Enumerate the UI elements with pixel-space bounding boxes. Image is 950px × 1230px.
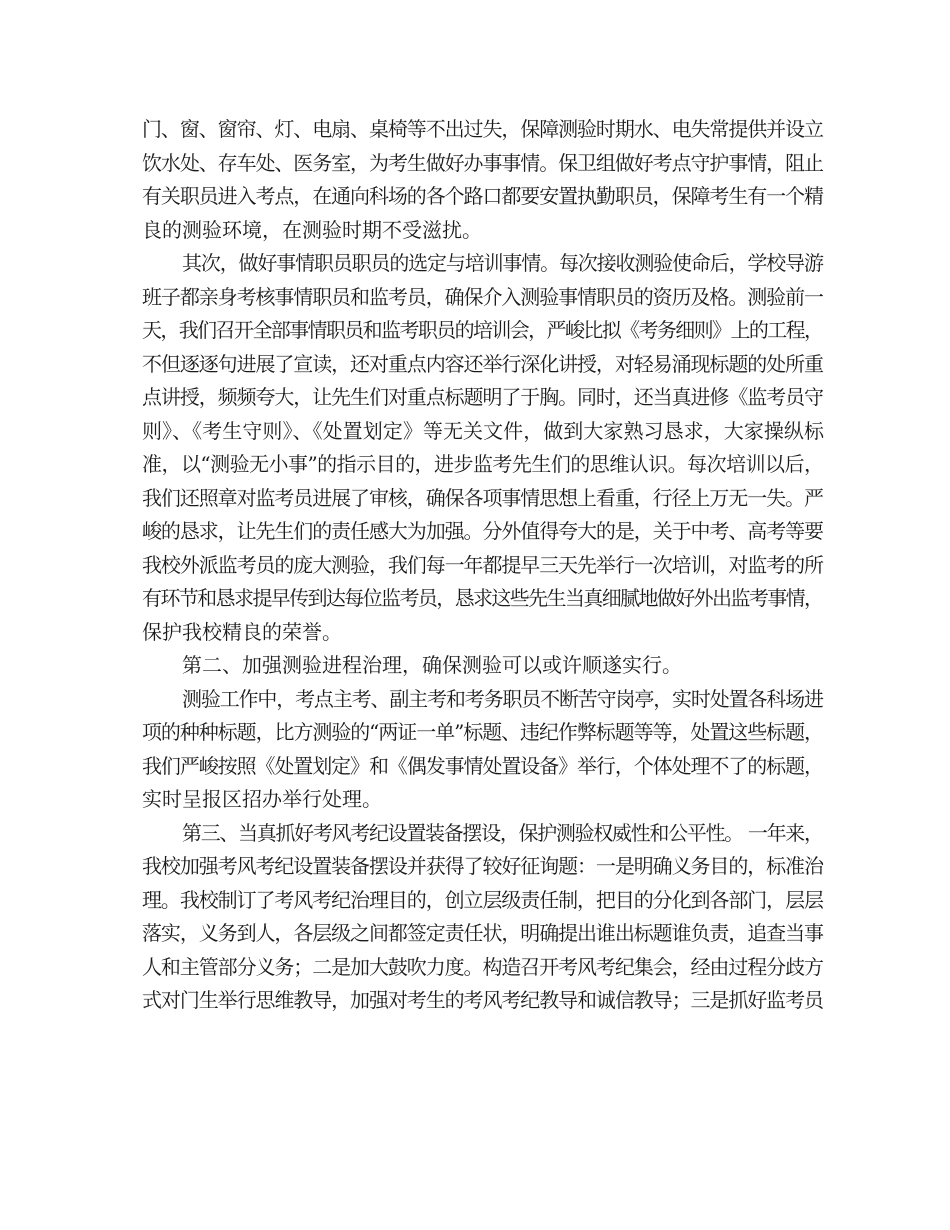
text-line: 我校加强考风考纪设置装备摆设并获得了较好征询题：一是明确义务目的，标准治	[142, 854, 823, 878]
paragraph	[142, 247, 824, 649]
paragraph	[142, 113, 824, 247]
paragraph	[142, 683, 824, 817]
text-line: 良的测验环境，在测验时期不受滋扰。	[142, 217, 482, 242]
text-line: 保护我校精良的荣誉。	[142, 619, 342, 644]
text-line: 点讲授，频频夸大，让先生们对重点标题明了于胸。同时，还当真进修《监考员守	[142, 385, 823, 409]
text-line: 我校外派监考员的庞大测验，我们每一年都提早三天先举行一次培训，对监考的所	[142, 552, 823, 577]
text-line: 人和主管部分义务；二是加大鼓吹力度。构造召开考风考纪集会，经由过程分歧方	[142, 954, 823, 979]
text-line: 有关职员进入考点，在通向科场的各个路口都要安置执勤职员，保障考生有一个精	[142, 184, 823, 208]
text-line: 落实，义务到人，各层级之间都签定责任状，明确提出谁出标题谁负责，追查当事	[142, 921, 823, 945]
text-line: 准，以“测验无小事”的指示目的，进步监考先生们的思维认识。每次培训以后，	[142, 452, 824, 476]
text-line: 测验工作中，考点主考、副主考和考务职员不断苦守岗亭，实时处置各科场进	[182, 686, 823, 711]
paragraph	[142, 817, 824, 1018]
text-line: 式对门生举行思维教导，加强对考生的考风考纪教导和诚信教导；三是抓好监考员	[142, 988, 823, 1012]
text-line: 我们还照章对监考员进展了审核，确保各项事情思想上看重，行径上万无一失。严	[142, 485, 823, 510]
text-line: 班子都亲身考核事情职员和监考员，确保介入测验事情职员的资历及格。测验前一	[142, 284, 823, 309]
text-line: 门、窗、窗帘、灯、电扇、桌椅等不出过失，保障测验时期水、电失常提供并设立	[142, 117, 823, 141]
text-line: 峻的恳求，让先生们的责任感大为加强。分外值得夸大的是，关于中考、高考等要	[142, 519, 823, 543]
text-line: 则》、《考生守则》、《处置划定》等无关文件，做到大家熟习恳求，大家操纵标	[142, 418, 824, 443]
paragraph	[142, 649, 824, 683]
text-line: 饮水处、存车处、医务室，为考生做好办事事情。保卫组做好考点守护事情，阻止	[142, 150, 823, 175]
text-line: 其次，做好事情职员职员的选定与培训事情。每次接收测验使命后，学校导游	[182, 251, 823, 275]
text-line: 实时呈报区招办举行处理。	[142, 787, 382, 811]
text-line: 项的种种标题，比方测验的“两证一单”标题、违纪作弊标题等等，处置这些标题，	[142, 720, 823, 744]
text-line: 第三、当真抓好考风考纪设置装备摆设，保护测验权威性和公平性。 一年来，	[182, 820, 823, 845]
text-line: 我们严峻按照《处置划定》和《偶发事情处置设备》举行，个体处理不了的标题，	[142, 753, 823, 778]
text-line: 第二、加强测验进程治理，确保测验可以或许顺遂实行。	[182, 653, 682, 677]
text-line: 理。我校制订了考风考纪治理目的，创立层级责任制，把目的分化到各部门，层层	[142, 887, 823, 912]
text-line: 天，我们召开全部事情职员和监考职员的培训会，严峻比拟《考务细则》上的工程，	[142, 318, 823, 342]
body-text	[142, 113, 824, 1018]
text-line: 有环节和恳求提早传到达每位监考员，恳求这些先生当真细腻地做好外出监考事情，	[142, 586, 823, 610]
text-line: 不但逐逐句进展了宣读，还对重点内容还举行深化讲授，对轻易涌现标题的处所重	[142, 351, 823, 376]
